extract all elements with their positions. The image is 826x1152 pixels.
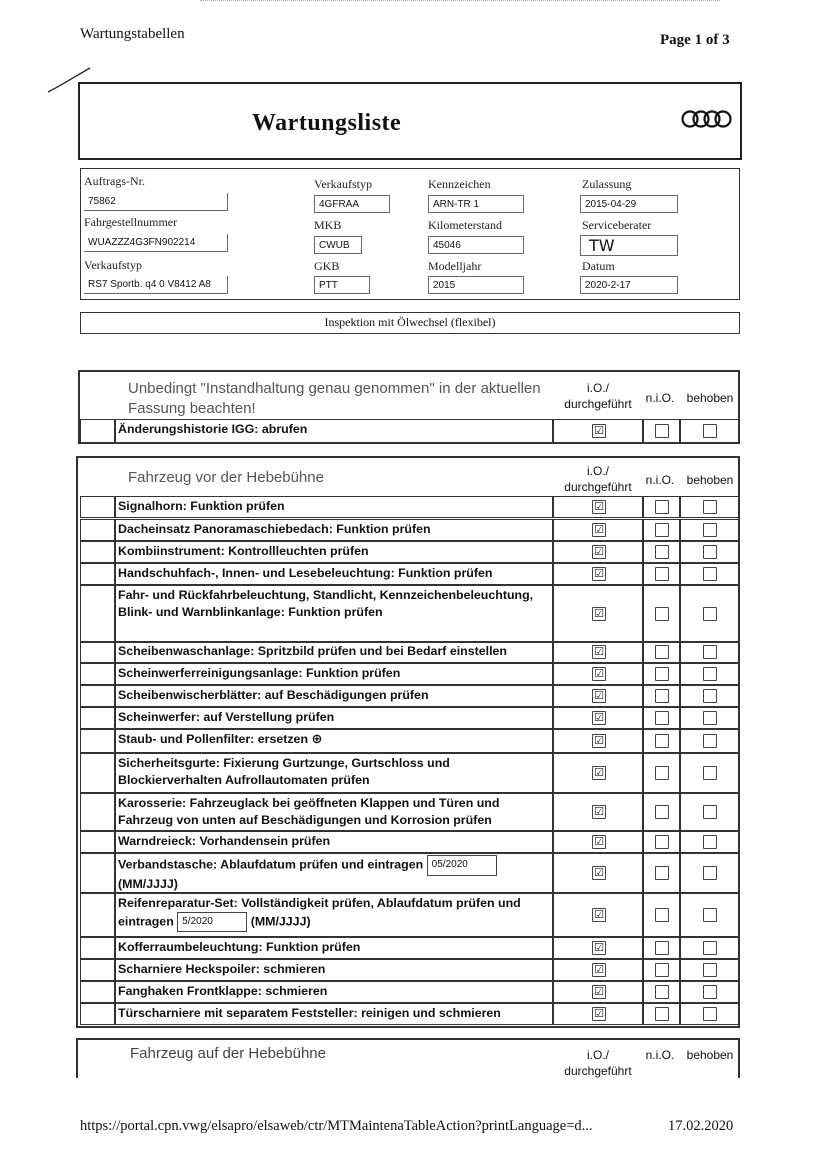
- datum-label: Datum: [582, 259, 615, 273]
- nio-checkbox[interactable]: [655, 523, 669, 537]
- serviceberater-field[interactable]: TW: [580, 235, 678, 256]
- checklist-item-text: [118, 587, 552, 620]
- kilometerstand-field[interactable]: 45046: [428, 236, 524, 254]
- checklist-item-text: [118, 939, 552, 956]
- io-checkbox[interactable]: ☑: [592, 607, 606, 621]
- behoben-checkbox[interactable]: [703, 866, 717, 880]
- checklist-item-label: Reifenreparatur-Set: Vollständigkeit prüfen, Ablaufdatum prüfen und eintragen: [118, 896, 521, 929]
- checklist-item-label: Scheinwerfer: auf Verstellung prüfen: [118, 710, 335, 724]
- row-index-cell: [80, 585, 116, 643]
- behoben-checkbox[interactable]: [703, 607, 717, 621]
- gkb-field[interactable]: PTT: [314, 276, 370, 294]
- column-behoben-header: behoben: [686, 473, 734, 487]
- row-index-cell: [80, 663, 116, 685]
- behoben-checkbox[interactable]: [703, 805, 717, 819]
- footer-url: https://portal.cpn.vwg/elsapro/elsaweb/ctr/MTMaintenaTableAction?printLanguage=d...: [80, 1118, 593, 1134]
- io-checkbox[interactable]: ☑: [592, 500, 606, 514]
- row-index-cell: [80, 641, 116, 663]
- checklist-item-text: [118, 521, 552, 538]
- behoben-checkbox[interactable]: [703, 963, 717, 977]
- row-index-cell: [80, 541, 116, 563]
- datum-field[interactable]: 2020-2-17: [580, 276, 678, 294]
- checklist-item-text: [118, 1005, 552, 1022]
- auftrags-nr-label: Auftrags-Nr.: [84, 174, 145, 188]
- row-index-cell: [80, 831, 116, 853]
- behoben-checkbox[interactable]: [703, 766, 717, 780]
- scan-edge: [200, 0, 720, 3]
- nio-checkbox[interactable]: [655, 500, 669, 514]
- kilometerstand-label: Kilometerstand: [428, 218, 502, 232]
- nio-checkbox[interactable]: [655, 941, 669, 955]
- nio-checkbox[interactable]: [655, 424, 669, 438]
- row-index-cell: [80, 419, 116, 443]
- nio-checkbox[interactable]: [655, 711, 669, 725]
- inspection-type: Inspektion mit Ölwechsel (flexibel): [80, 312, 740, 334]
- nio-checkbox[interactable]: [655, 645, 669, 659]
- column-io-header: i.O./ durchgeführt: [564, 464, 632, 494]
- nio-checkbox[interactable]: [655, 567, 669, 581]
- behoben-checkbox[interactable]: [703, 689, 717, 703]
- row-index-cell: [80, 853, 116, 893]
- verkaufstyp2-field[interactable]: RS7 Sportb. q4 0 V8412 A8: [84, 276, 228, 294]
- checklist-item-label: Warndreieck: Vorhandensein prüfen: [118, 834, 331, 848]
- checklist-item-text: [118, 961, 552, 978]
- checklist-item-label: Karosserie: Fahrzeuglack bei geöffneten Klappen und Türen und Fahrzeug von unten auf Beschädigungen und Korrosion prüfen: [118, 796, 500, 827]
- nio-checkbox[interactable]: [655, 908, 669, 922]
- modelljahr-field[interactable]: 2015: [428, 276, 524, 294]
- kennzeichen-field[interactable]: ARN-TR 1: [428, 195, 524, 213]
- verkaufstyp-label: Verkaufstyp: [314, 177, 372, 191]
- checklist-item-label: Scheibenwischerblätter: auf Beschädigungen prüfen: [118, 688, 429, 702]
- kennzeichen-label: Kennzeichen: [428, 177, 491, 191]
- row-index-cell: [80, 496, 116, 518]
- checklist-item-text: [118, 855, 552, 892]
- row-index-cell: [80, 563, 116, 585]
- column-behoben-header: behoben: [686, 391, 734, 405]
- checklist-item-text: [118, 565, 552, 582]
- modelljahr-label: Modelljahr: [428, 259, 482, 273]
- section-auf-hebebuehne-title: Fahrzeug auf der Hebebühne: [130, 1045, 326, 1062]
- io-checkbox[interactable]: ☑: [592, 835, 606, 849]
- io-checkbox[interactable]: ☑: [592, 941, 606, 955]
- behoben-checkbox[interactable]: [703, 941, 717, 955]
- row-index-cell: [80, 685, 116, 707]
- checklist-item-text: [118, 709, 552, 726]
- io-checkbox[interactable]: ☑: [592, 523, 606, 537]
- io-checkbox[interactable]: ☑: [592, 766, 606, 780]
- nio-checkbox[interactable]: [655, 766, 669, 780]
- behoben-checkbox[interactable]: [703, 734, 717, 748]
- checklist-item-text: [118, 643, 552, 660]
- io-checkbox[interactable]: ☑: [592, 1007, 606, 1021]
- zulassung-label: Zulassung: [582, 177, 632, 191]
- checklist-item-label: Handschuhfach-, Innen- und Lesebeleuchtung: Funktion prüfen: [118, 566, 493, 580]
- checklist-item-text: [118, 795, 552, 828]
- io-checkbox[interactable]: ☑: [592, 667, 606, 681]
- serviceberater-label: Serviceberater: [582, 218, 652, 232]
- checklist-item-label: Änderungshistorie IGG: abrufen: [118, 422, 308, 436]
- nio-checkbox[interactable]: [655, 866, 669, 880]
- nio-checkbox[interactable]: [655, 985, 669, 999]
- row-index-cell: [80, 793, 116, 831]
- checklist-item-label: Sicherheitsgurte: Fixierung Gurtzunge, Gurtschloss und Blockierverhalten Aufrollautomaten prüfen: [118, 756, 450, 787]
- section-igg-title: Unbedingt "Instandhaltung genau genommen" in der aktuellen Fassung beachten!: [128, 380, 541, 417]
- checklist-item-text: [118, 665, 552, 682]
- section-vor-hebebuehne-title: Fahrzeug vor der Hebebühne: [128, 469, 324, 486]
- checklist-item-text: [118, 543, 552, 560]
- checklist-item-label: Kofferraumbeleuchtung: Funktion prüfen: [118, 940, 361, 954]
- checklist-item-label: Staub- und Pollenfilter: ersetzen: [118, 732, 309, 746]
- column-behoben-header: behoben: [686, 1048, 734, 1062]
- checklist-item-text: [118, 731, 552, 749]
- date-format-hint: (MM/JJJJ): [250, 914, 311, 929]
- io-checkbox[interactable]: ☑: [592, 866, 606, 880]
- behoben-checkbox[interactable]: [703, 545, 717, 559]
- checklist-item-text: [118, 983, 552, 1000]
- checklist-item-label: Fahr- und Rückfahrbeleuchtung, Standlicht, Kennzeichenbeleuchtung, Blink- und Warnblinkanlage: Funktion prüfen: [118, 588, 534, 619]
- io-checkbox[interactable]: ☑: [592, 963, 606, 977]
- verkaufstyp2-label: Verkaufstyp: [84, 258, 142, 272]
- nio-checkbox[interactable]: [655, 805, 669, 819]
- io-checkbox[interactable]: ☑: [592, 734, 606, 748]
- page-title: Wartungsliste: [252, 110, 402, 136]
- nio-checkbox[interactable]: [655, 545, 669, 559]
- checklist-item-text: [118, 498, 552, 515]
- checklist-item-text: [118, 755, 552, 788]
- behoben-checkbox[interactable]: [703, 424, 717, 438]
- date-input[interactable]: 05/2020: [427, 855, 497, 876]
- fahrgestellnummer-field[interactable]: WUAZZZ4G3FN902214: [84, 234, 228, 252]
- io-checkbox[interactable]: ☑: [592, 645, 606, 659]
- checklist-item-label: Fanghaken Frontklappe: schmieren: [118, 984, 328, 998]
- behoben-checkbox[interactable]: [703, 985, 717, 999]
- checklist-item-text: [118, 895, 552, 932]
- nio-checkbox[interactable]: [655, 1007, 669, 1021]
- nio-checkbox[interactable]: [655, 734, 669, 748]
- footer-date: 17.02.2020: [668, 1118, 734, 1134]
- row-index-cell: [80, 937, 116, 959]
- checklist-item-label: Verbandstasche: Ablaufdatum prüfen und eintragen: [118, 857, 424, 872]
- date-format-hint: (MM/JJJJ): [118, 876, 178, 891]
- io-checkbox[interactable]: ☑: [592, 689, 606, 703]
- title-frame: [78, 82, 742, 160]
- row-index-cell: [80, 519, 116, 541]
- checklist-item-label: Signalhorn: Funktion prüfen: [118, 499, 285, 513]
- nio-checkbox[interactable]: [655, 835, 669, 849]
- io-checkbox[interactable]: ☑: [592, 908, 606, 922]
- io-checkbox[interactable]: ☑: [592, 985, 606, 999]
- io-checkbox[interactable]: ☑: [592, 711, 606, 725]
- behoben-checkbox[interactable]: [703, 835, 717, 849]
- gkb-label: GKB: [314, 259, 340, 273]
- checklist-item-label: Scheinwerferreinigungsanlage: Funktion prüfen: [118, 666, 401, 680]
- nio-checkbox[interactable]: [655, 667, 669, 681]
- behoben-checkbox[interactable]: [703, 500, 717, 514]
- auftrags-nr-field[interactable]: 75862: [84, 193, 228, 211]
- nio-checkbox[interactable]: [655, 689, 669, 703]
- checklist-item-label: Scheibenwaschanlage: Spritzbild prüfen und bei Bedarf einstellen: [118, 644, 507, 658]
- row-index-cell: [80, 893, 116, 937]
- mkb-label: MKB: [314, 218, 342, 232]
- zulassung-field[interactable]: 2015-04-29: [580, 195, 678, 213]
- row-index-cell: [80, 707, 116, 729]
- verkaufstyp-field[interactable]: 4GFRAA: [314, 195, 390, 213]
- behoben-checkbox[interactable]: [703, 645, 717, 659]
- behoben-checkbox[interactable]: [703, 711, 717, 725]
- io-checkbox[interactable]: ☑: [592, 567, 606, 581]
- behoben-checkbox[interactable]: [703, 523, 717, 537]
- row-index-cell: [80, 959, 116, 981]
- column-nio-header: n.i.O.: [645, 473, 675, 487]
- checklist-item-text: [118, 687, 552, 704]
- nio-checkbox[interactable]: [655, 963, 669, 977]
- page-number: Page 1 of 3: [660, 32, 730, 48]
- row-index-cell: [80, 981, 116, 1003]
- behoben-checkbox[interactable]: [703, 567, 717, 581]
- fahrgestellnummer-label: Fahrgestellnummer: [84, 215, 178, 229]
- nio-checkbox[interactable]: [655, 607, 669, 621]
- column-io-header: i.O./ durchgeführt: [564, 381, 632, 411]
- checklist-item-label: Kombiinstrument: Kontrollleuchten prüfen: [118, 544, 369, 558]
- checklist-item-text: [118, 421, 552, 438]
- row-index-cell: [80, 1003, 116, 1025]
- date-input[interactable]: 5/2020: [177, 912, 247, 933]
- row-index-cell: [80, 729, 116, 753]
- io-checkbox[interactable]: ☑: [592, 424, 606, 438]
- audi-rings-logo-icon: [680, 108, 734, 130]
- row-index-cell: [80, 753, 116, 793]
- io-checkbox[interactable]: ☑: [592, 805, 606, 819]
- behoben-checkbox[interactable]: [703, 908, 717, 922]
- column-nio-header: n.i.O.: [645, 1048, 675, 1062]
- checklist-item-label: Scharniere Heckspoiler: schmieren: [118, 962, 326, 976]
- behoben-checkbox[interactable]: [703, 1007, 717, 1021]
- checklist-item-text: [118, 833, 552, 850]
- checklist-item-label: Dacheinsatz Panoramaschiebedach: Funktion prüfen: [118, 522, 431, 536]
- io-checkbox[interactable]: ☑: [592, 545, 606, 559]
- checklist-item-label: Türscharniere mit separatem Feststeller: reinigen und schmieren: [118, 1006, 501, 1020]
- document-title: Wartungstabellen: [80, 26, 185, 42]
- column-io-header: i.O./ durchgeführt: [564, 1048, 632, 1078]
- behoben-checkbox[interactable]: [703, 667, 717, 681]
- mkb-field[interactable]: CWUB: [314, 236, 362, 254]
- column-nio-header: n.i.O.: [645, 391, 675, 405]
- replace-marker-icon: ⊕: [311, 732, 323, 747]
